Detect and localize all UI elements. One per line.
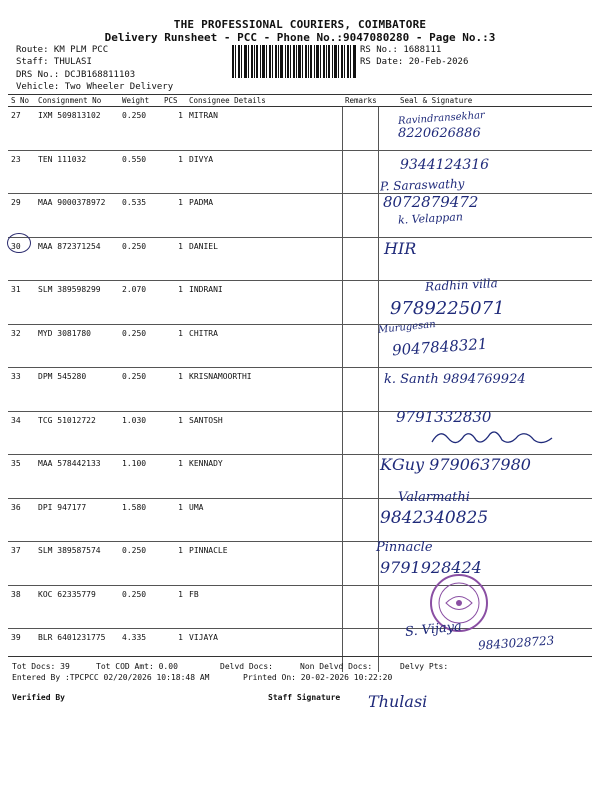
signature-row-34: 9791332830 [396,408,492,426]
pcs-cell: 1 [161,237,186,281]
consignment-cell: SLM 389587574 [35,542,119,586]
consignment-cell: MAA 578442133 [35,455,119,499]
sno-cell: 32 [8,324,35,368]
table-row [8,194,592,238]
staff-signature-label: Staff Signature [268,693,341,702]
consignment-cell: BLR 6401231775 [35,629,119,672]
total-docs: Tot Docs: 39 [12,662,70,671]
remarks-cell [342,498,378,542]
sno-cell: 39 [8,629,35,672]
consignee-cell: MITRAN [189,111,218,120]
pcs-cell: 1 [161,585,186,629]
sno-cell: 38 [8,585,35,629]
drs-label: DRS No.: DCJB168811103 [16,70,136,80]
sno-cell: 34 [8,411,35,455]
consignment-cell: MAA 9000378972 [35,194,119,238]
consignee-cell: KENNADY [186,455,342,499]
entered-by: Entered By :TPCPCC 02/20/2026 10:18:48 AM [12,673,210,682]
weight-cell: 1.100 [119,455,161,499]
consignee-cell: UMA [186,498,342,542]
consignment-cell: IXM 509813102 [38,111,101,120]
signature-row-29-extra: k. Velappan [397,210,464,227]
weight-cell: 0.250 [119,324,161,368]
signature-row-37-name: Pinnacle [376,540,433,555]
table-row [8,237,592,281]
consignee-cell: CHITRA [186,324,342,368]
remarks-cell [342,368,378,412]
weight-cell: 0.550 [119,150,161,194]
pcs-cell: 1 [161,368,186,412]
consignee-cell: VIJAYA [186,629,342,672]
consignment-cell: DPM 545280 [35,368,119,412]
pcs-cell: 1 [161,150,186,194]
remarks-cell [342,107,378,151]
table-header-row [8,95,592,107]
signature-row-34-scribble [430,424,555,450]
table-bottom-rule [8,656,592,657]
col-sno: S No [8,95,35,107]
table-row [8,585,592,629]
sno-cell: 23 [8,150,35,194]
consignee-cell: KRISNAMOORTHI [186,368,342,412]
signature-row-36-phone: 9842340825 [380,508,489,528]
sno-cell: 29 [8,194,35,238]
consignee-cell: PADMA [186,194,342,238]
pcs-cell: 1 [161,542,186,586]
consignee-cell: SANTOSH [186,411,342,455]
remarks-cell [342,324,378,368]
signature-row-28-phone: 9344124316 [400,157,490,173]
sno-cell: 31 [8,281,35,325]
weight-cell: 0.535 [119,194,161,238]
signature-row-29-name: P. Saraswathy [379,176,465,194]
signature-row-37-phone: 9791928424 [380,558,482,577]
remarks-cell [342,585,378,629]
col-consignee: Consignee Details [186,95,342,107]
barcode [232,45,356,78]
remarks-cell [342,411,378,455]
consignment-cell: DPI 947177 [35,498,119,542]
remarks-cell [342,281,378,325]
consignee-cell: DIVYA [186,150,342,194]
runsheet-title: Delivery Runsheet - PCC - Phone No.:9047080280 - Page No.:3 [104,31,496,44]
sno-cell: 37 [8,542,35,586]
weight-cell: 0.250 [119,542,161,586]
vehicle-label: Vehicle: Two Wheeler Delivery [16,82,174,92]
weight-cell: 0.250 [119,585,161,629]
pcs-cell: 1 [161,324,186,368]
row-30-circle-mark [7,233,31,253]
remarks-cell [342,194,378,238]
consignment-cell: TEN 111032 [35,150,119,194]
signature-row-32-name: Murugesan [377,319,437,336]
table-row [8,498,592,542]
weight-cell: 4.335 [119,629,161,672]
signature-row-39-name: S. Vijaya [404,619,463,640]
pcs-cell: 1 [161,455,186,499]
sno-cell: 35 [8,455,35,499]
staff-label: Staff: THULASI [16,57,92,67]
signature-row-27-name: Ravindransekhar [397,109,486,128]
signature-row-32-phone: 9047848321 [391,334,488,360]
delivery-points: Delvy Pts: [400,662,449,671]
weight-cell: 1.580 [119,498,161,542]
col-consignment: Consignment No [35,95,119,107]
pcs-cell: 1 [178,111,183,120]
total-cod: Tot COD Amt: 0.00 [96,662,178,671]
table-row [8,324,592,368]
col-pcs: PCS [161,95,186,107]
consignee-cell: FB [186,585,342,629]
signature-row-36-name: Valarmathi [398,490,470,505]
consignee-cell: PINNACLE [186,542,342,586]
remarks-cell [342,455,378,499]
weight-cell: 2.070 [119,281,161,325]
route-label: Route: KM PLM PCC [16,45,109,55]
pcs-cell: 1 [161,411,186,455]
consignment-cell: MAA 872371254 [35,237,119,281]
rs-number: RS No.: 1688111 [360,45,442,55]
table-row [8,542,592,586]
consignment-cell: MYD 3081780 [35,324,119,368]
col-remarks: Remarks [342,95,378,107]
consignment-cell: SLM 389598299 [35,281,119,325]
consignment-cell: TCG 51012722 [35,411,119,455]
weight-cell: 1.030 [119,411,161,455]
consignee-cell: DANIEL [186,237,342,281]
signature-row-27-phone: 8220626886 [398,126,481,141]
signature-row-35: KGuy 9790637980 [380,455,531,474]
rs-date: RS Date: 20-Feb-2026 [360,57,469,67]
signature-row-31-phone: 9789225071 [390,298,505,319]
signature-row-30: HIR [384,239,417,258]
sno-cell: 36 [8,498,35,542]
table-row [8,150,592,194]
weight-cell: 0.250 [122,111,147,120]
col-signature: Seal & Signature [378,95,592,107]
weight-cell: 0.250 [119,368,161,412]
weight-cell: 0.250 [119,237,161,281]
staff-signature: Thulasi [368,692,428,711]
consignee-cell: INDRANI [186,281,342,325]
remarks-cell [342,542,378,586]
signature-row-33: k. Santh 9894769924 [384,372,526,387]
company-title: THE PROFESSIONAL COURIERS, COIMBATORE [173,18,427,31]
delivered-docs: Delvd Docs: [220,662,273,671]
verified-by: Verified By [12,693,65,702]
consignment-cell: KOC 62335779 [35,585,119,629]
pcs-cell: 1 [161,281,186,325]
remarks-cell [342,237,378,281]
remarks-cell [342,150,378,194]
col-weight: Weight [119,95,161,107]
sno-cell: 33 [8,368,35,412]
sno-cell: 27 [11,111,21,120]
pcs-cell: 1 [161,629,186,672]
signature-row-31-name: Radhin villa [424,276,499,294]
signature-row-39-phone: 9843028723 [477,633,555,653]
non-delivered-docs: Non Delvd Docs: [300,662,373,671]
printed-on: Printed On: 20-02-2026 10:22:20 [243,673,393,682]
signature-row-29-phone: 8072879472 [383,193,479,211]
pcs-cell: 1 [161,194,186,238]
table-row [8,107,592,151]
pcs-cell: 1 [161,498,186,542]
sno-cell: 30 [8,237,35,281]
